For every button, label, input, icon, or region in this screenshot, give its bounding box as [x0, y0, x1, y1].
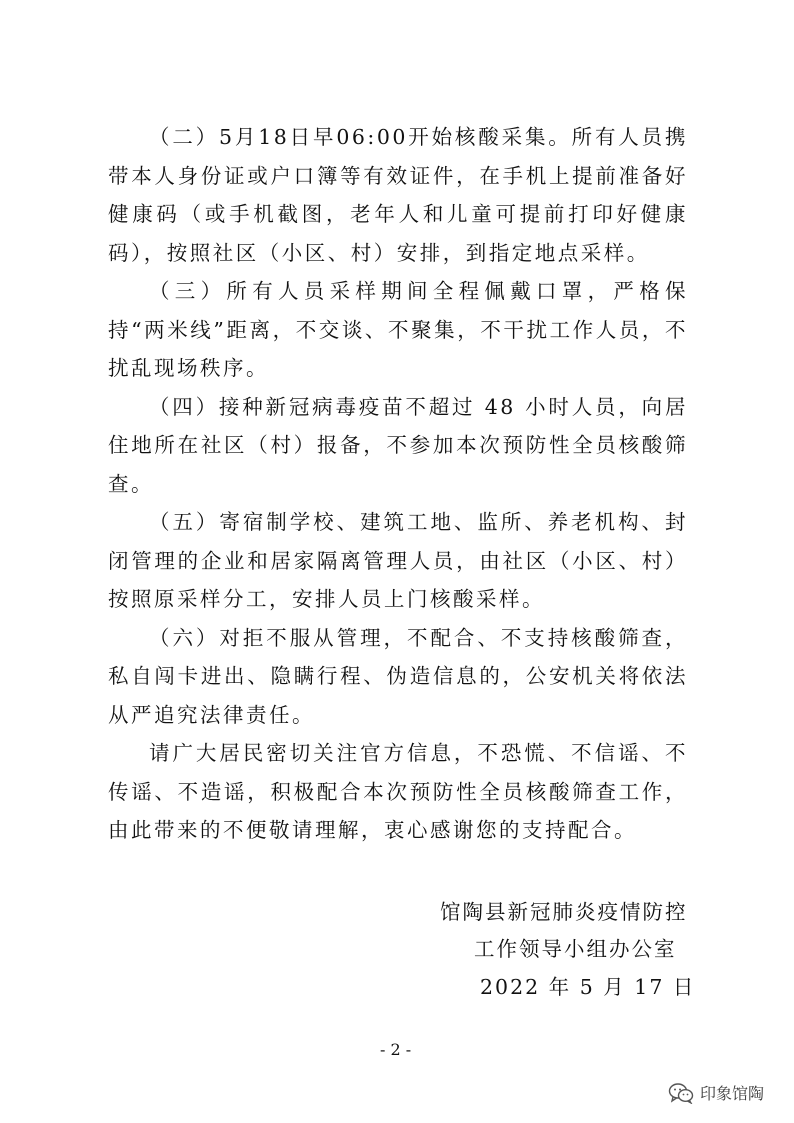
signature-org-line1: 馆陶县新冠肺炎疫情防控	[440, 900, 688, 924]
notice-body	[108, 118, 688, 850]
wechat-icon	[668, 1082, 694, 1104]
watermark-text: 印象馆陶	[700, 1084, 765, 1103]
paragraph-closing: 请广大居民密切关注官方信息，不恐慌、不信谣、不传谣、不造谣，积极配合本次预防性全员核酸筛查工作，由此带来的不便敬请理解，衷心感谢您的支持配合。	[108, 741, 688, 842]
paragraph-item-2: （二）5月18日早06:00开始核酸采集。所有人员携带本人身份证或户口簿等有效证件，在手机上提前准备好健康码（或手机截图，老年人和儿童可提前打印好健康码），按照社区（小区、村）安排，到指定地点采样。	[108, 125, 688, 265]
paragraph-item-4: （四）接种新冠病毒疫苗不超过 48 小时人员，向居住地所在社区（村）报备，不参加本次预防性全员核酸筛查。	[108, 394, 688, 496]
signature-date: 2022 年 5 月 17 日	[480, 975, 696, 999]
paragraph-item-5: （五）寄宿制学校、建筑工地、监所、养老机构、封闭管理的企业和居家隔离管理人员，由社区（小区、村）按照原采样分工，安排人员上门核酸采样。	[108, 510, 688, 611]
page-number: - 2 -	[380, 1040, 412, 1059]
signature-org-line2: 工作领导小组办公室	[474, 937, 677, 961]
paragraph-item-3: （三）所有人员采样期间全程佩戴口罩，严格保持“两米线”距离，不交谈、不聚集，不干扰工作人员，不扰乱现场秩序。	[108, 279, 688, 380]
source-watermark	[668, 1081, 764, 1104]
paragraph-item-6: （六）对拒不服从管理，不配合、不支持核酸筛查，私自闯卡进出、隐瞒行程、伪造信息的，公安机关将依法从严追究法律责任。	[108, 625, 688, 727]
